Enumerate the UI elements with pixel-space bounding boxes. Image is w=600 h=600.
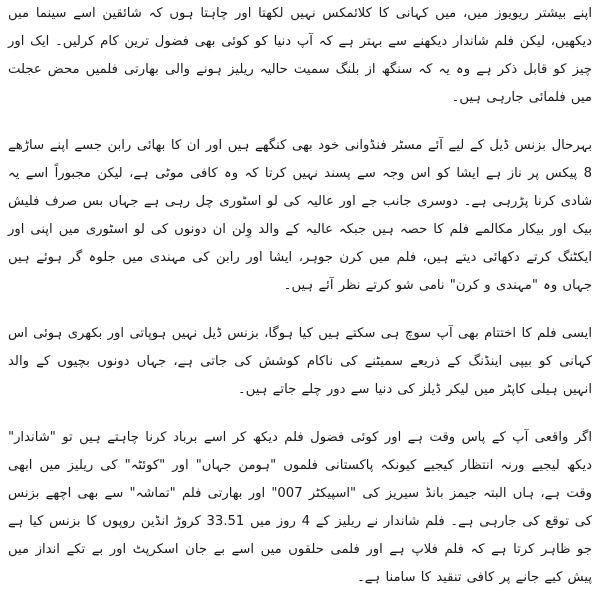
article-body [6, 0, 594, 600]
paragraph-2: بہرحال بزنس ڈیل کے لیے آئے مسٹر فنڈوانی خود بھی کنگھے ہیں اور ان کا بھائی رابن جسے اپنے ساڑھے 8 پیکس پر ناز ہے ایشا کو اس وجہ سے پسند نہیں کرتا کہ وہ کافی موٹی ہے، لیکن مجبوراً اسے یہ شادی کرنا پڑرہی ہے۔ دوسری جانب جے اور عالیہ کی لو اسٹوری چل رہی ہے جہاں بس صرف فلیش بیک اور بیکار مکالمے فلم کا حصہ ہیں جبکہ عالیہ کے والد وِلن ان دونوں کی لو اسٹوری میں اپنی اور ایکٹنگ کرتے دکھائی دیتے ہیں، فلم میں کرن جوہر، ایشا اور رابن کی مہندی میں جلوہ گر ہوئے ہیں جہاں وہ "مہندی و کرن" نامی شو کرتے نظر آئے ہیں۔ [8, 138, 592, 293]
paragraph-4: اگر واقعی آپ کے پاس وقت ہے اور کوئی فضول فلم دیکھ کر اسے برباد کرنا چاہتے ہیں تو "شاندار" دیکھ لیجیے ورنہ انتظار کیجیے کیونکہ پاکستانی فلموں "ہومن جہاں" اور "کوئٹہ" کی ریلیز میں ابھی وقت ہے، ہاں البتہ جیمز بانڈ سیریز کی "اسپیکٹر 007" اور بھارتی فلم "تماشہ" سے بھی اچھے بزنس کی توقع کی جارہی ہے۔ فلم شاندار نے ریلیز کے 4 روز میں 33.51 کروڑ انڈین روپوں کا بزنس کیا ہے جو ظاہر کرتا ہے کہ فلم فلاپ ہے اور فلمی حلقوں میں اسے بے جان اسکرپٹ اور بے تکے انداز میں پیش کیے جانے پر کافی تنقید کا سامنا ہے۔ [8, 430, 593, 585]
paragraph-3: ایسی فلم کا اختتام بھی آپ سوچ ہی سکتے ہیں کیا ہوگا، بزنس ڈیل نہیں ہوپاتی اور بکھری ہوئی اس کہانی کو بیپی اینڈنگ کے ذریعے سمیٹنے کی ناکام کوشش کی جاتی ہے، جہاں دونوں بچیوں کے والد انہیں ہیلی کاپٹر میں لیکر ڈیلز کی دنیا سے دور چلے جاتے ہیں۔ [8, 326, 592, 397]
paragraph-1: اپنے بیشتر ریویوز میں، میں کہانی کا کلائمکس نہیں لکھتا اور چاہتا ہوں کہ شائقین اسے سینما میں دیکھیں، لیکن فلم شاندار دیکھنے سے بہتر ہے کہ آپ دنیا کو کوئی بھی فضول ترین کام کرلیں۔ ایک اور چیز کو قابل ذکر ہے وہ یہ کہ سنگھ از بلنگ سمیت حالیہ ریلیز ہونے والی بھارتی فلمیں محض عجلت میں فلمائی جارہی ہیں۔ [8, 6, 592, 105]
